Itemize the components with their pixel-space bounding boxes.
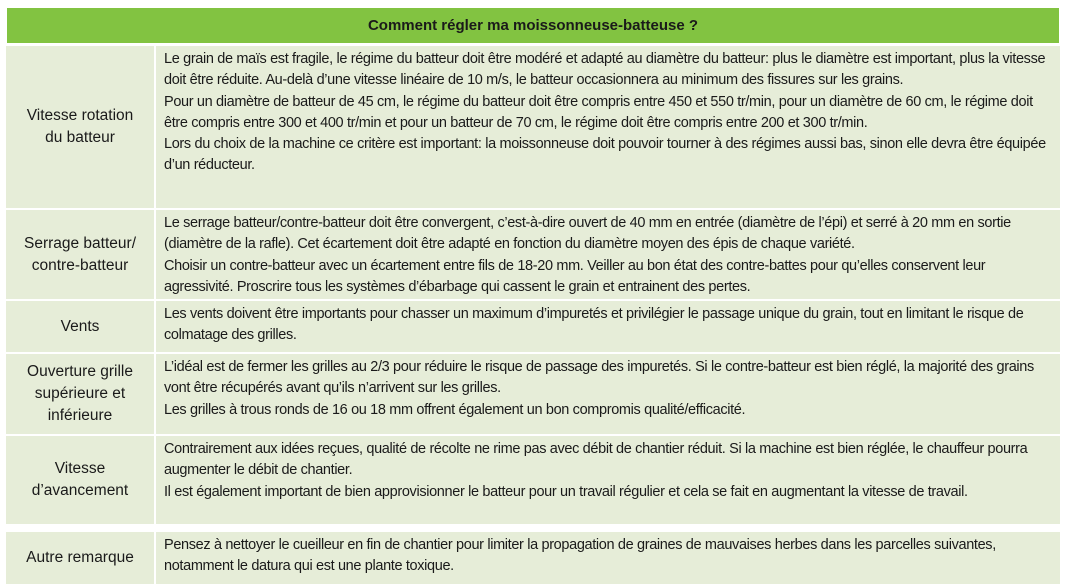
table-row-serrage — [6, 208, 1060, 299]
description-paragraph: Lors du choix de la machine ce critère est important: la moissonneuse doit pouvoir tourner à des régimes aussi bas, sinon elle devra être équipée d’un réducteur. — [164, 136, 1046, 174]
table-body — [6, 44, 1060, 584]
row-label-line: supérieure et — [34, 385, 126, 402]
row-label — [6, 46, 156, 208]
description-paragraph: Pensez à nettoyer le cueilleur en fin de chantier pour limiter la propagation de graines de mauvaises herbes dans les parcelles suivantes, notamment le datura qui est une plante toxique. — [164, 537, 996, 575]
row-label-line: Serrage batteur/ — [23, 234, 136, 252]
table-title: Comment régler ma moissonneuse-batteuse ? — [6, 7, 1060, 44]
description-paragraph: Choisir un contre-batteur avec un écartement entre fils de 18-20 mm. Veiller au bon état des contre-battes pour qu’elles conservent leur agressivité. Proscrire tous les systèmes d’ébarbage qui cassent le grain et entrainent des pertes. — [164, 257, 986, 295]
row-label — [6, 354, 156, 434]
row-label-line: contre-batteur — [31, 256, 129, 274]
row-label — [6, 436, 156, 524]
row-label-line: Vitesse rotation — [26, 107, 134, 124]
row-label — [6, 210, 156, 299]
row-label-line: Vitesse — [54, 460, 106, 477]
row-description — [156, 210, 1060, 299]
row-label-line: du batteur — [45, 129, 115, 146]
row-label-line: d’avancement — [31, 482, 129, 499]
row-label — [6, 532, 156, 584]
description-paragraph: Le serrage batteur/contre-batteur doit être convergent, c’est-à-dire ouvert de 40 mm en entrée (diamètre de l’épi) et serré à 20 mm en sortie (diamètre de la rafle). Cet écartement doit être adapté en fonction du diamètre moyen des épis de chaque variété. — [164, 215, 1011, 253]
table-row-ouverture-grille — [6, 352, 1060, 434]
description-paragraph: Les vents doivent être importants pour chasser un maximum d’impuretés et privilégier le passage unique du grain, tout en limitant le risque de colmatage des grilles. — [164, 306, 1024, 344]
description-paragraph: Pour un diamètre de batteur de 45 cm, le régime du batteur doit être compris entre 450 et 550 tr/min, pour un diamètre de 60 cm, le régime doit être compris entre 300 et 400 tr/min et pour un batteur de 70 cm, le régime doit être compris entre 200 et 300 tr/min. — [164, 93, 1033, 131]
row-label-line: inférieure — [47, 407, 113, 424]
row-description — [156, 354, 1060, 434]
description-paragraph: Il est également important de bien approvisionner le batteur pour un travail régulier et cela se fait en augmentant la vitesse de travail. — [164, 483, 968, 500]
table-row-vents — [6, 299, 1060, 352]
row-label — [6, 301, 156, 352]
settings-table — [6, 7, 1060, 584]
row-description — [156, 301, 1060, 352]
description-paragraph: L’idéal est de fermer les grilles au 2/3 pour réduire le risque de passage des impuretés. Si le contre-batteur est bien réglé, la majorité des grains vont être récupérés avant qu’ils n’arrivent sur les grilles. — [164, 359, 1034, 397]
table-row-vitesse-rotation — [6, 44, 1060, 208]
table-row-autre-remarque — [6, 532, 1060, 584]
row-description — [156, 532, 1060, 584]
row-description — [156, 436, 1060, 524]
row-description — [156, 46, 1060, 208]
table-row-vitesse-avancement — [6, 434, 1060, 524]
description-paragraph: Le grain de maïs est fragile, le régime du batteur doit être modéré et adapté au diamètre du batteur: plus le diamètre est important, plus la vitesse doit être réduite. Au-delà d’une vitesse linéaire de 10 m/s, le batteur occasionnera au minimum des fissures sur les grains. — [164, 51, 1046, 89]
row-label-line: Autre remarque — [26, 549, 134, 566]
description-paragraph: Contrairement aux idées reçues, qualité de récolte ne rime pas avec débit de chantier réduit. Si la machine est bien réglée, le chauffeur pourra augmenter le débit de chantier. — [164, 441, 1028, 479]
row-label-line: Vents — [60, 317, 100, 335]
description-paragraph: Les grilles à trous ronds de 16 ou 18 mm offrent également un bon compromis qualité/efficacité. — [164, 401, 746, 418]
row-label-line: Ouverture grille — [27, 363, 133, 380]
